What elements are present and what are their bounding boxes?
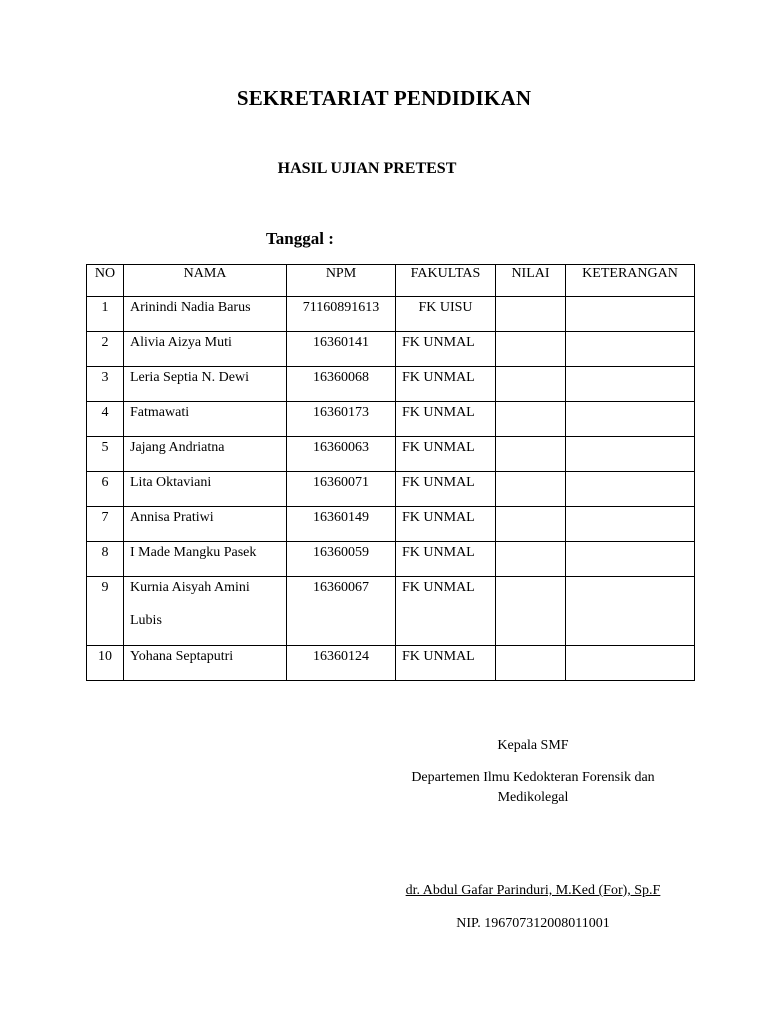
student-npm: 16360067	[287, 577, 396, 646]
row-number: 10	[87, 646, 124, 681]
column-header-nilai: NILAI	[496, 265, 566, 297]
student-score	[496, 472, 566, 507]
student-name: Alivia Aizya Muti	[124, 332, 287, 367]
table-header-row	[87, 265, 695, 297]
student-remarks	[566, 332, 695, 367]
student-npm: 16360124	[287, 646, 396, 681]
student-faculty: FK UNMAL	[396, 402, 496, 437]
student-name: Lita Oktaviani	[124, 472, 287, 507]
student-npm: 16360059	[287, 542, 396, 577]
student-npm: 16360068	[287, 367, 396, 402]
student-remarks	[566, 297, 695, 332]
column-header-no: NO	[87, 265, 124, 297]
document-subtitle: HASIL UJIAN PRETEST	[277, 160, 457, 177]
student-name-line-2: Lubis	[130, 613, 162, 628]
student-faculty: FK UNMAL	[396, 437, 496, 472]
student-faculty: FK UNMAL	[396, 646, 496, 681]
student-score	[496, 402, 566, 437]
signatory-nip: NIP. 196707312008011001	[456, 916, 610, 931]
column-header-npm: NPM	[287, 265, 396, 297]
student-score	[496, 367, 566, 402]
table-row	[87, 646, 695, 681]
department-line-2: Medikolegal	[497, 790, 569, 805]
student-score	[496, 646, 566, 681]
column-header-nama: NAMA	[124, 265, 287, 297]
document-title: SEKRETARIAT PENDIDIKAN	[236, 86, 532, 110]
student-remarks	[566, 577, 695, 646]
table-row	[87, 402, 695, 437]
student-remarks	[566, 367, 695, 402]
student-name: Annisa Pratiwi	[124, 507, 287, 542]
student-score	[496, 437, 566, 472]
table-row	[87, 507, 695, 542]
student-remarks	[566, 402, 695, 437]
column-header-fakultas: FAKULTAS	[396, 265, 496, 297]
row-number: 5	[87, 437, 124, 472]
student-faculty: FK UNMAL	[396, 332, 496, 367]
table-row	[87, 297, 695, 332]
row-number: 1	[87, 297, 124, 332]
signatory-name: dr. Abdul Gafar Parinduri, M.Ked (For), Sp.F	[405, 883, 661, 898]
row-number: 7	[87, 507, 124, 542]
table-row	[87, 542, 695, 577]
student-remarks	[566, 472, 695, 507]
student-name-line-1: Kurnia Aisyah Amini	[130, 580, 250, 595]
row-number: 8	[87, 542, 124, 577]
student-faculty: FK UNMAL	[396, 542, 496, 577]
student-npm: 16360149	[287, 507, 396, 542]
student-name: Leria Septia N. Dewi	[124, 367, 287, 402]
signatory-position: Kepala SMF	[497, 738, 569, 753]
student-npm: 16360141	[287, 332, 396, 367]
student-name: I Made Mangku Pasek	[124, 542, 287, 577]
student-faculty: FK UNMAL	[396, 367, 496, 402]
student-name: Fatmawati	[124, 402, 287, 437]
student-remarks	[566, 542, 695, 577]
student-faculty: FK UNMAL	[396, 577, 496, 646]
row-number: 9	[87, 577, 124, 646]
student-npm: 16360063	[287, 437, 396, 472]
date-label: Tanggal :	[266, 229, 334, 248]
student-npm: 71160891613	[287, 297, 396, 332]
student-remarks	[566, 646, 695, 681]
student-faculty: FK UNMAL	[396, 507, 496, 542]
table-row	[87, 332, 695, 367]
exam-results-table	[86, 264, 695, 681]
student-score	[496, 297, 566, 332]
student-name: Jajang Andriatna	[124, 437, 287, 472]
row-number: 3	[87, 367, 124, 402]
table-row	[87, 472, 695, 507]
student-faculty: FK UISU	[396, 297, 496, 332]
student-name: Yohana Septaputri	[124, 646, 287, 681]
table-row	[87, 437, 695, 472]
student-score	[496, 542, 566, 577]
department-line-1: Departemen Ilmu Kedokteran Forensik dan	[411, 770, 655, 785]
student-npm: 16360173	[287, 402, 396, 437]
row-number: 6	[87, 472, 124, 507]
student-npm: 16360071	[287, 472, 396, 507]
student-remarks	[566, 437, 695, 472]
student-name: Arinindi Nadia Barus	[124, 297, 287, 332]
signatory-department	[388, 768, 678, 808]
student-score	[496, 507, 566, 542]
table-row	[87, 367, 695, 402]
student-remarks	[566, 507, 695, 542]
student-score	[496, 332, 566, 367]
student-faculty: FK UNMAL	[396, 472, 496, 507]
student-name	[124, 577, 287, 646]
row-number: 2	[87, 332, 124, 367]
row-number: 4	[87, 402, 124, 437]
column-header-keterangan: KETERANGAN	[566, 265, 695, 297]
table-row	[87, 577, 695, 646]
student-score	[496, 577, 566, 646]
